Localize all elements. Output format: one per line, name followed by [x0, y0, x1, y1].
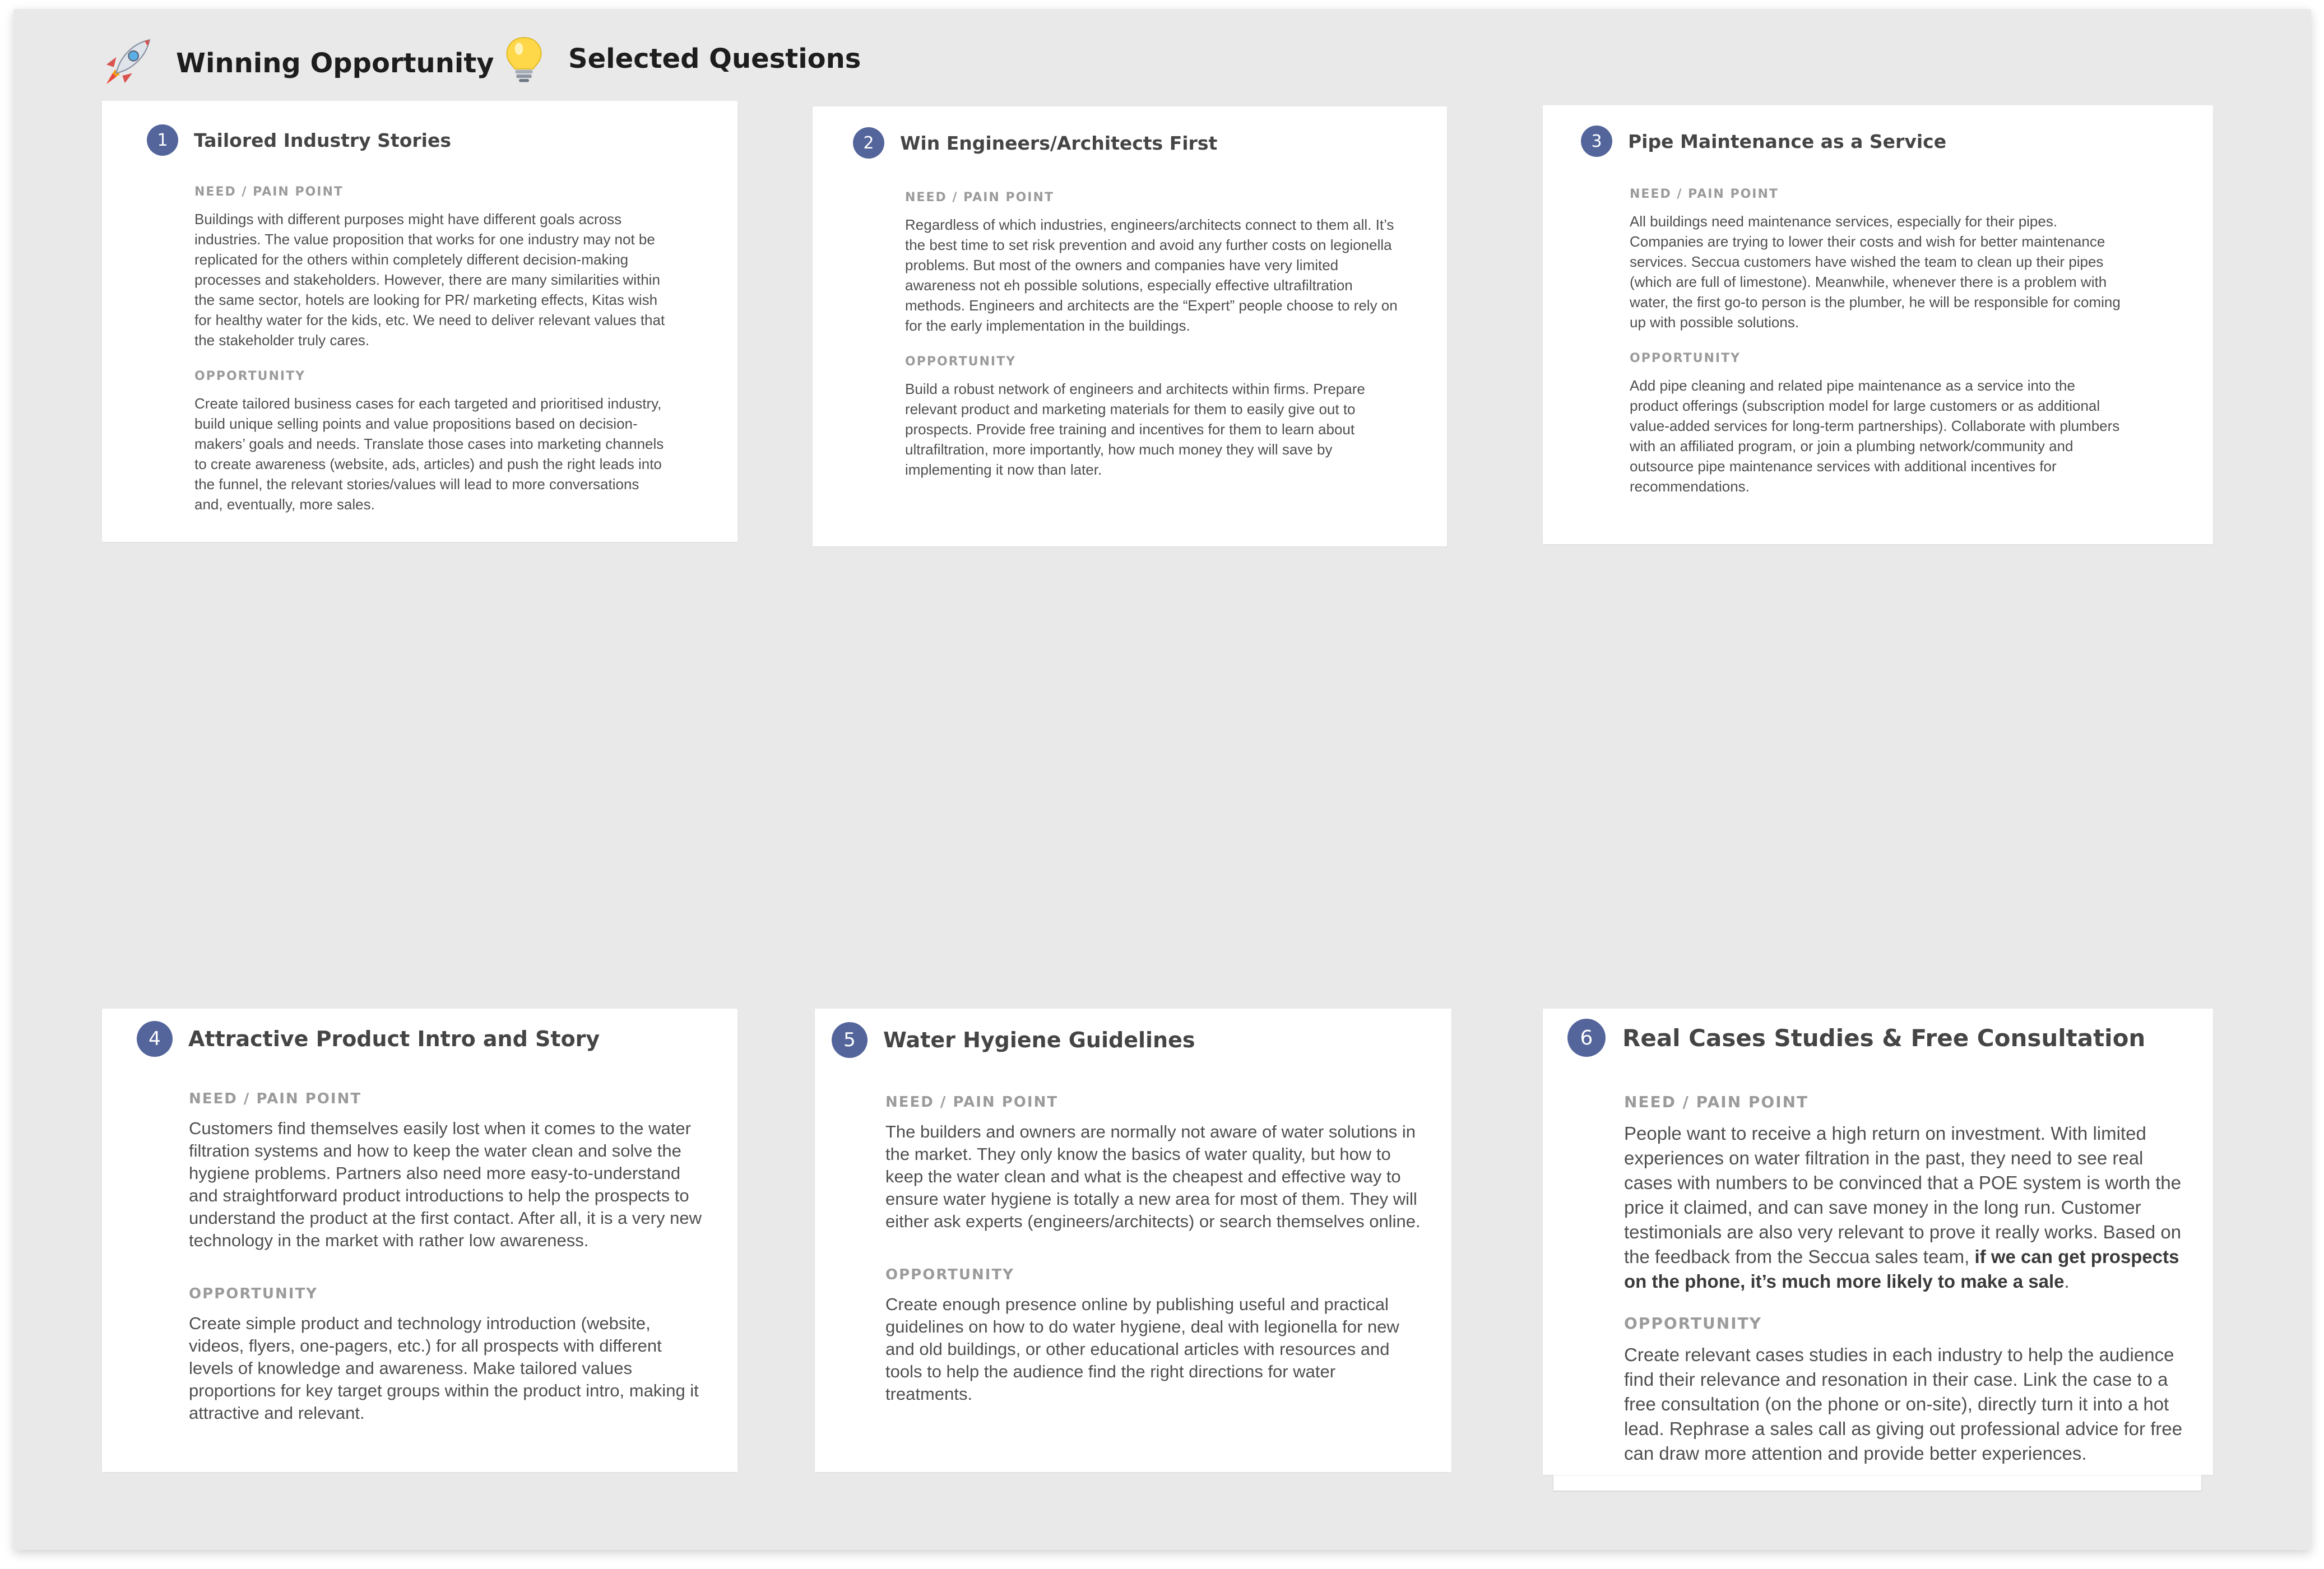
- need-text: All buildings need maintenance services, especially for their pipes. Companies are trying to lower their costs and wish for better maintenance services. Seccua customers have wished the team to clean up their pipes (which are full of limestone). Meanwhile, whenever there is a problem with water, the first go-to person is the plumber, he will be responsible for coming up with possible solutions.: [1630, 213, 2121, 331]
- card-number-badge: 3: [1581, 126, 1612, 157]
- opportunity-card-6: [1543, 1009, 2213, 1475]
- lightbulb-icon: [499, 28, 549, 90]
- need-text: Customers find themselves easily lost when it comes to the water filtration systems and how to keep the water clean and solve the hygiene problems. Partners also need more easy-to-understand and straightforward product introductions to help the prospects to understand the product at the first contact. After all, it is a very new technology in the market with rather low awareness.: [189, 1118, 702, 1250]
- card-title: Water Hygiene Guidelines: [883, 1028, 1195, 1052]
- need-text-end: .: [2064, 1271, 2070, 1292]
- opportunity-text: Create tailored business cases for each targeted and prioritised industry, build unique selling points and value propositions based on decision-makers’ goals and needs. Translate those cases into marketing channels to create awareness (website, ads, articles) and push the right leads into the funnel, the relevant stories/values will lead to more conversations and, eventually, more sales.: [194, 395, 664, 513]
- opportunity-label: OPPORTUNITY: [1624, 1314, 1762, 1333]
- opportunity-label: OPPORTUNITY: [194, 369, 306, 383]
- opportunity-text: Create simple product and technology introduction (website, videos, flyers, one-pagers, etc.) for all prospects with different levels of knowledge and awareness. Make tailored values proportions for key target groups within the product intro, making it attractive and relevant.: [189, 1313, 699, 1423]
- opportunity-label: OPPORTUNITY: [1630, 351, 1741, 365]
- rocket-icon: [95, 33, 157, 94]
- winning-opportunity-header: [95, 33, 494, 94]
- card-number-badge: 5: [832, 1022, 868, 1058]
- card-number-badge: 2: [853, 127, 884, 159]
- opportunity-title: Winning Opportunity: [176, 48, 494, 79]
- card-title: Pipe Maintenance as a Service: [1628, 130, 1947, 152]
- need-text-main: People want to receive a high return on investment. With limited experiences on water filtration in the past, they need to see real cases with numbers to be convinced that a POE system is worth the price it claimed, and can save money in the long run. Customer testimonials are also very relevant to prove it really works. Based on the feedback from the Seccua sales team,: [1624, 1123, 2182, 1267]
- need-label: NEED / PAIN POINT: [194, 185, 344, 199]
- opportunity-card-2: [813, 106, 1447, 546]
- opportunity-label: OPPORTUNITY: [885, 1266, 1015, 1283]
- card-number-badge: 4: [137, 1021, 173, 1057]
- need-text: The builders and owners are normally not aware of water solutions in the market. They only know the basics of water quality, but how to keep the water clean and what is the cheapest and effective way to ensure water hygiene is totally a new area for most of them. They will either ask experts (engineers/architects) or search themselves online.: [885, 1122, 1421, 1231]
- need-label: NEED / PAIN POINT: [905, 191, 1054, 205]
- opportunity-text: Create enough presence online by publishing useful and practical guidelines on how to do water hygiene, deal with legionella for new and old buildings, or other educational articles with resources and tools to help the audience find the right directions for water treatments.: [885, 1294, 1399, 1404]
- card-title: Real Cases Studies & Free Consultation: [1622, 1024, 2146, 1052]
- need-label: NEED / PAIN POINT: [1630, 187, 1779, 201]
- card-title: Attractive Product Intro and Story: [188, 1027, 600, 1051]
- need-text-emphasis: if we can get prospects on the phone, it’s much more likely to make a sale: [1624, 1246, 2179, 1292]
- opportunity-card-4: [102, 1009, 737, 1472]
- need-label: NEED / PAIN POINT: [885, 1094, 1059, 1111]
- need-text: [1624, 1121, 2184, 1294]
- opportunity-label: OPPORTUNITY: [189, 1285, 318, 1302]
- opportunity-card-3: [1543, 105, 2213, 544]
- opportunity-card-5: [815, 1009, 1451, 1472]
- card-title: Win Engineers/Architects First: [900, 132, 1218, 154]
- opportunity-text: Add pipe cleaning and related pipe maintenance as a service into the product offerings (subscription model for large customers or as additional value-added services for long-term partnerships). Collaborate with plumbers with an affiliated program, or join a plumbing network/community and outsource pipe maintenance services with additional incentives for recommendations.: [1630, 377, 2120, 495]
- opportunity-label: OPPORTUNITY: [905, 355, 1017, 369]
- card-number-badge: 6: [1567, 1019, 1606, 1057]
- opportunity-text: Create relevant cases studies in each industry to help the audience find their relevance and resonation in their case. Link the case to a free consultation (on the phone or on-site), directly turn it into a hot lead. Rephrase a sales call as giving out professional advice for free can draw more attention and provide better experiences.: [1624, 1344, 2183, 1464]
- card-number-badge: 1: [147, 124, 178, 156]
- opportunity-card-1: [102, 101, 737, 542]
- need-label: NEED / PAIN POINT: [189, 1090, 362, 1107]
- opportunity-text: Build a robust network of engineers and architects within firms. Prepare relevant product and marketing materials for them to easily give out to prospects. Provide free training and incentives for them to learn about ultrafiltration, more importantly, how much money they will save by implementing it now than later.: [905, 380, 1365, 478]
- selected-questions-header: [499, 28, 861, 90]
- questions-title: Selected Questions: [568, 43, 861, 75]
- need-text: Buildings with different purposes might have different goals across industries. The value proposition that works for one industry may not be replicated for the others within completely different decision-making processes and stakeholders. However, there are many similarities within the same sector, hotels are looking for PR/ marketing effects, Kitas wish for healthy water for the kids, etc. We need to deliver relevant values that the stakeholder truly cares.: [194, 211, 665, 349]
- need-text: Regardless of which industries, engineers/architects connect to them all. It’s the best time to set risk prevention and avoid any further costs on legionella problems. But most of the owners and companies have very limited awareness not eh possible solutions, especially effective ultrafiltration methods. Engineers and architects are the “Expert” people choose to rely on for the early implementation in the buildings.: [905, 216, 1398, 334]
- need-label: NEED / PAIN POINT: [1624, 1093, 1809, 1111]
- card-title: Tailored Industry Stories: [194, 129, 451, 151]
